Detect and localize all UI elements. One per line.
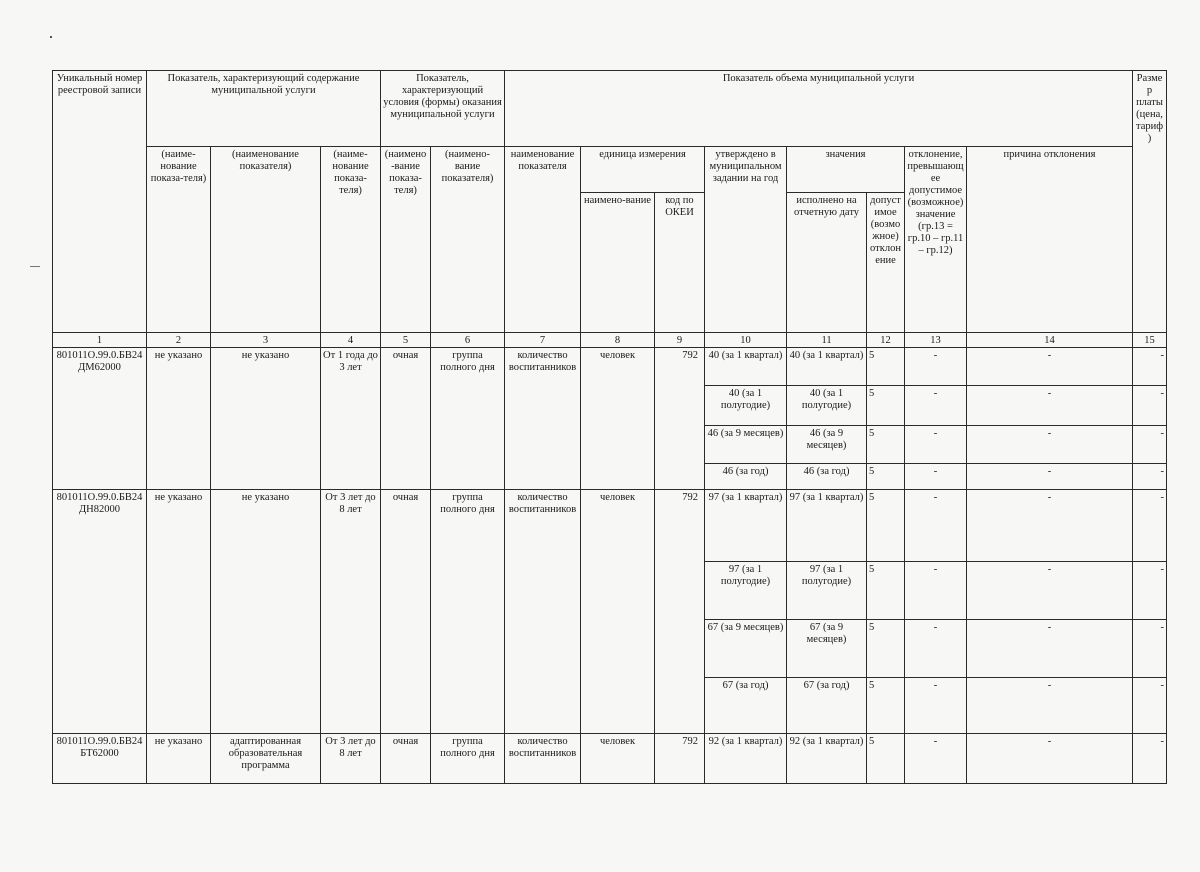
column-number: 5 [381,333,431,348]
header-row-2 [53,147,1167,193]
table-row [53,734,1167,784]
allowed-deviation: 5 [867,620,905,678]
excess-deviation: - [905,562,967,620]
allowed-deviation: 5 [867,678,905,734]
executed-value: 46 (за год) [787,464,867,490]
registry-number: 801011О.99.0.БВ24ДН82000 [53,490,147,734]
column-number: 6 [431,333,505,348]
excess-deviation: - [905,734,967,784]
registry-number: 801011О.99.0.БВ24ДМ62000 [53,348,147,490]
column-number: 4 [321,333,381,348]
approved-value: 97 (за 1 полугодие) [705,562,787,620]
deviation-reason: - [967,464,1133,490]
table-row [53,348,1167,386]
column-number: 8 [581,333,655,348]
indicator-3: От 3 лет до 8 лет [321,490,381,734]
indicator-1: не указано [147,490,211,734]
executed-value: 40 (за 1 квартал) [787,348,867,386]
excess-deviation: - [905,348,967,386]
deviation-reason: - [967,386,1133,426]
column-number: 3 [211,333,321,348]
header-unit-group: единица измерения [581,147,705,193]
column-number: 10 [705,333,787,348]
header-row-1 [53,71,1167,147]
municipal-service-volume-table [52,70,1167,784]
executed-value: 92 (за 1 квартал) [787,734,867,784]
header-excess-deviation: отклонение, превышающее допустимое (возможное) значение (гр.13 = гр.10 – гр.11 – гр.12) [905,147,967,333]
allowed-deviation: 5 [867,386,905,426]
indicator-3: От 1 года до 3 лет [321,348,381,490]
allowed-deviation: 5 [867,734,905,784]
excess-deviation: - [905,426,967,464]
header-conditions-group: Показатель, характеризующий условия (формы) оказания муниципальной услуги [381,71,505,147]
indicator-1: не указано [147,348,211,490]
indicator-5: группа полного дня [431,348,505,490]
excess-deviation: - [905,678,967,734]
header-values-group: значения [787,147,905,193]
scan-mark [30,266,40,267]
allowed-deviation: 5 [867,562,905,620]
header-registry-number: Уникальный номер реестровой записи [53,71,147,333]
approved-value: 67 (за год) [705,678,787,734]
allowed-deviation: 5 [867,348,905,386]
deviation-reason: - [967,620,1133,678]
indicator-2: адаптированная образовательная программа [211,734,321,784]
column-number: 11 [787,333,867,348]
header-allowed-deviation: допустимое (возможное) отклонение [867,193,905,333]
executed-value: 40 (за 1 полугодие) [787,386,867,426]
fee-size: - [1133,348,1167,386]
header-approved-in-task: утверждено в муниципальном задании на год [705,147,787,333]
table-row [53,490,1167,562]
column-number: 7 [505,333,581,348]
allowed-deviation: 5 [867,464,905,490]
header-fee-size: Размер платы (цена, тариф) [1133,71,1167,333]
deviation-reason: - [967,426,1133,464]
volume-indicator: количество воспитанников [505,490,581,734]
fee-size: - [1133,464,1167,490]
column-number: 9 [655,333,705,348]
fee-size: - [1133,734,1167,784]
header-unit-name: наимено-вание [581,193,655,333]
excess-deviation: - [905,620,967,678]
approved-value: 46 (за 9 месяцев) [705,426,787,464]
scan-speck [50,36,52,38]
excess-deviation: - [905,490,967,562]
deviation-reason: - [967,490,1133,562]
executed-value: 46 (за 9 месяцев) [787,426,867,464]
fee-size: - [1133,426,1167,464]
approved-value: 97 (за 1 квартал) [705,490,787,562]
fee-size: - [1133,620,1167,678]
column-number: 12 [867,333,905,348]
header-content-group: Показатель, характеризующий содержание муниципальной услуги [147,71,381,147]
unit-name: человек [581,734,655,784]
column-number: 1 [53,333,147,348]
fee-size: - [1133,678,1167,734]
column-number-row [53,333,1167,348]
deviation-reason: - [967,678,1133,734]
column-number: 15 [1133,333,1167,348]
indicator-5: группа полного дня [431,490,505,734]
column-number: 13 [905,333,967,348]
header-indicator-name-5: (наимено-вание показателя) [431,147,505,333]
deviation-reason: - [967,562,1133,620]
registry-number: 801011О.99.0.БВ24БТ62000 [53,734,147,784]
fee-size: - [1133,562,1167,620]
approved-value: 92 (за 1 квартал) [705,734,787,784]
fee-size: - [1133,386,1167,426]
indicator-2: не указано [211,490,321,734]
approved-value: 46 (за год) [705,464,787,490]
excess-deviation: - [905,464,967,490]
fee-size: - [1133,490,1167,562]
okei-code: 792 [655,490,705,734]
header-volume-indicator-name: наименование показателя [505,147,581,333]
deviation-reason: - [967,734,1133,784]
executed-value: 97 (за 1 полугодие) [787,562,867,620]
executed-value: 67 (за год) [787,678,867,734]
okei-code: 792 [655,734,705,784]
header-okei-code: код по ОКЕИ [655,193,705,333]
table-body [53,71,1167,784]
indicator-4: очная [381,490,431,734]
okei-code: 792 [655,348,705,490]
indicator-3: От 3 лет до 8 лет [321,734,381,784]
header-indicator-name-1: (наиме-нование показа-теля) [147,147,211,333]
approved-value: 67 (за 9 месяцев) [705,620,787,678]
volume-indicator: количество воспитанников [505,734,581,784]
indicator-4: очная [381,348,431,490]
header-deviation-reason: причина отклонения [967,147,1133,333]
column-number: 14 [967,333,1133,348]
executed-value: 67 (за 9 месяцев) [787,620,867,678]
column-number: 2 [147,333,211,348]
allowed-deviation: 5 [867,426,905,464]
indicator-4: очная [381,734,431,784]
approved-value: 40 (за 1 полугодие) [705,386,787,426]
indicator-5: группа полного дня [431,734,505,784]
excess-deviation: - [905,386,967,426]
header-volume-group: Показатель объема муниципальной услуги [505,71,1133,147]
unit-name: человек [581,490,655,734]
indicator-1: не указано [147,734,211,784]
deviation-reason: - [967,348,1133,386]
unit-name: человек [581,348,655,490]
executed-value: 97 (за 1 квартал) [787,490,867,562]
header-indicator-name-4: (наимено-вание показа-теля) [381,147,431,333]
approved-value: 40 (за 1 квартал) [705,348,787,386]
indicator-2: не указано [211,348,321,490]
header-indicator-name-3: (наиме-нование показа-теля) [321,147,381,333]
volume-indicator: количество воспитанников [505,348,581,490]
header-indicator-name-2: (наименование показателя) [211,147,321,333]
allowed-deviation: 5 [867,490,905,562]
header-executed: исполнено на отчетную дату [787,193,867,333]
